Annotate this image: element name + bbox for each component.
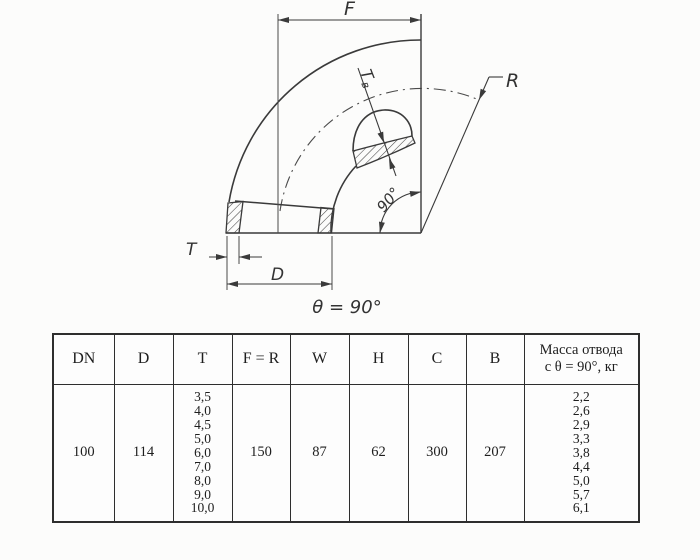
header-cell-c: C [408, 334, 466, 384]
cell-b: 207 [466, 384, 524, 522]
t-value: 8,0 [194, 472, 211, 488]
header-cell-mass [524, 334, 639, 384]
mass-value: 3,3 [572, 430, 590, 446]
cell-w: 87 [290, 384, 349, 522]
cell-mass-values [524, 384, 639, 522]
t-label: T [186, 240, 197, 260]
t-value: 3,5 [194, 389, 211, 405]
header-cell-w: W [290, 334, 349, 384]
t-value: 6,0 [194, 444, 211, 460]
bend-angle-arrow-right [410, 189, 422, 197]
cell-h: 62 [349, 384, 408, 522]
table-header-row [53, 334, 639, 384]
theta-equation: θ = 90° [312, 297, 382, 318]
tw-arrow-lower [386, 157, 395, 169]
d-arrow-right [321, 281, 332, 287]
r-radius-line [421, 77, 489, 233]
t-value: 9,0 [194, 486, 211, 502]
t-arrow-right [239, 254, 250, 260]
header-cell-fr: F = R [232, 334, 290, 384]
mass-header-line1: Масса отвода [539, 342, 623, 359]
mass-header-line2: с θ = 90°, кг [544, 359, 618, 376]
d-label: D [271, 265, 285, 285]
mass-value: 4,4 [572, 458, 590, 474]
mass-value: 2,2 [572, 389, 590, 405]
bottom-face-top-edge [235, 201, 334, 209]
tw-label-subscript: в [358, 79, 373, 91]
cell-d: 114 [114, 384, 173, 522]
left-wall-section [226, 202, 243, 234]
bend-angle-label: 90° [373, 183, 405, 216]
f-label: F [344, 0, 355, 20]
tw-label: T [356, 66, 378, 83]
f-arrow-right [410, 17, 421, 23]
mass-value: 5,0 [572, 472, 590, 488]
t-arrow-left [216, 254, 227, 260]
cell-fr: 150 [232, 384, 290, 522]
mass-value: 2,9 [572, 416, 590, 432]
header-cell-t: T [173, 334, 232, 384]
cell-dn: 100 [53, 384, 114, 522]
header-cell-dn: DN [53, 334, 114, 384]
t-value: 4,5 [194, 416, 211, 432]
header-cell-b: B [466, 334, 524, 384]
mass-value: 3,8 [572, 444, 590, 460]
t-value: 10,0 [190, 500, 215, 516]
t-value: 4,0 [194, 403, 211, 419]
outer-bend-arc [229, 40, 421, 202]
right-wall-section [318, 208, 334, 234]
dimensions-table [52, 333, 640, 523]
mass-value: 6,1 [572, 500, 590, 516]
r-arrow [476, 89, 486, 101]
mass-value: 2,6 [572, 403, 590, 419]
t-value: 7,0 [194, 458, 211, 474]
header-cell-h: H [349, 334, 408, 384]
bend-angle-arrow-bottom [377, 222, 385, 234]
cell-t-values [173, 384, 232, 522]
table-data-row [53, 384, 639, 522]
f-arrow-left [278, 17, 289, 23]
t-value: 5,0 [194, 430, 211, 446]
inner-bore-arc [331, 166, 356, 233]
mass-value: 5,7 [572, 486, 590, 502]
header-cell-d: D [114, 334, 173, 384]
cell-c: 300 [408, 384, 466, 522]
d-arrow-left [227, 281, 238, 287]
r-label: R [506, 70, 520, 92]
